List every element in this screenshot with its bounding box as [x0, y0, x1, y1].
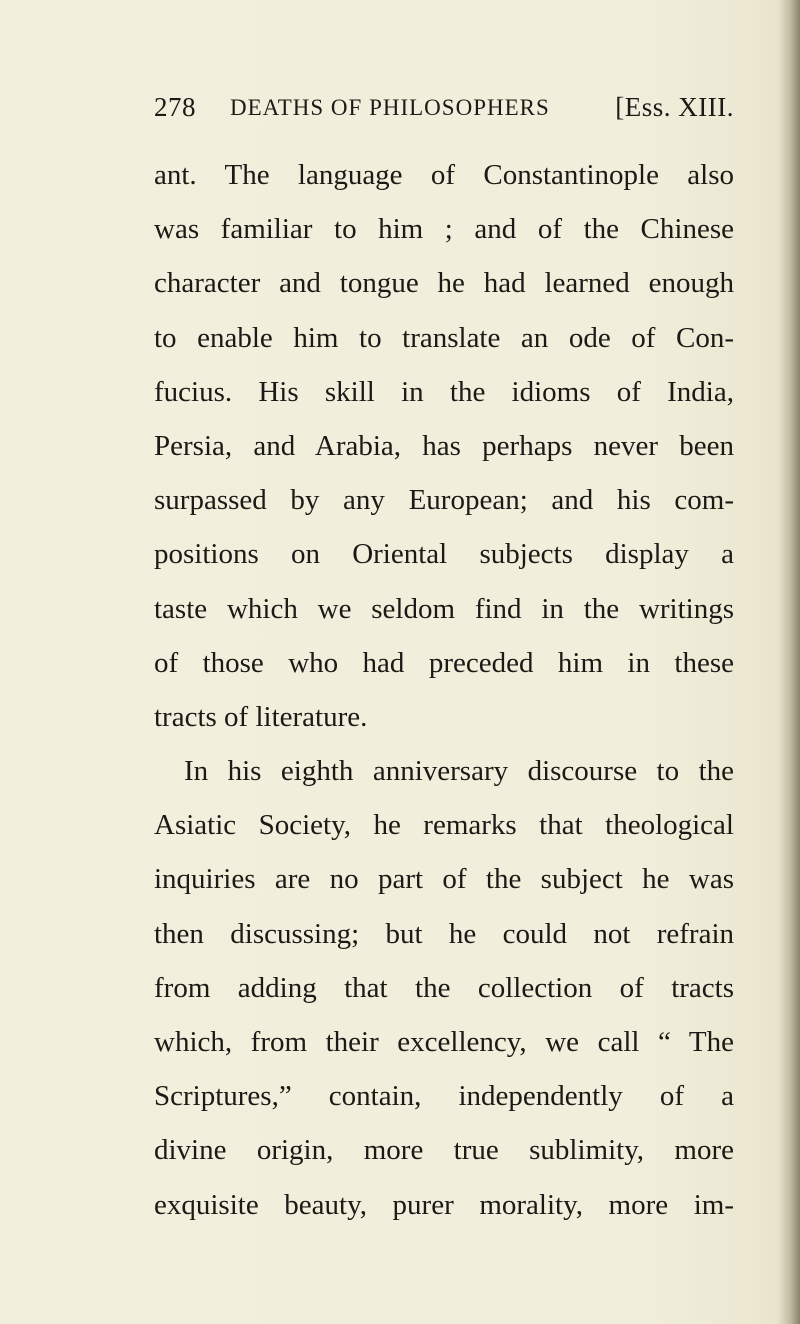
- running-title: DEATHS OF PHILOSOPHERS: [230, 95, 550, 120]
- page-number: 278: [154, 92, 196, 122]
- text-line: which, from their excellency, we call “ The: [154, 1026, 734, 1058]
- text-line: Persia, and Arabia, has perhaps never been: [154, 429, 734, 462]
- text-line: exquisite beauty, purer morality, more im-: [154, 1188, 734, 1221]
- text-line: inquiries are no part of the subject he was: [154, 863, 734, 896]
- text-line: positions on Oriental subjects display a: [154, 538, 734, 571]
- text-line: fucius. His skill in the idioms of India,: [154, 375, 734, 408]
- running-header: [154, 92, 734, 132]
- body-text: [154, 148, 734, 1232]
- text-line: of those who had preceded him in these: [154, 646, 734, 679]
- paragraph-2: [154, 744, 734, 1232]
- page-edge-shadow: [778, 0, 800, 1324]
- text-line: Scriptures,” contain, independently of a: [154, 1080, 734, 1113]
- text-line: surpassed by any European; and his com-: [154, 484, 734, 517]
- text-line: In his eighth anniversary discourse to the: [184, 755, 734, 788]
- text-line: Asiatic Society, he remarks that theological: [154, 809, 734, 842]
- text-line: to enable him to translate an ode of Con-: [154, 321, 734, 354]
- text-line: ant. The language of Constantinople also: [154, 159, 734, 191]
- text-line: from adding that the collection of tracts: [154, 971, 734, 1004]
- section-reference: [Ess. XIII.: [615, 92, 734, 122]
- text-line: divine origin, more true sublimity, more: [154, 1134, 734, 1167]
- text-line: tracts of literature.: [154, 700, 368, 733]
- text-line: taste which we seldom find in the writings: [154, 592, 734, 625]
- text-line: then discussing; but he could not refrain: [154, 917, 734, 950]
- text-line: character and tongue he had learned enough: [154, 267, 734, 300]
- text-line: was familiar to him ; and of the Chinese: [154, 213, 734, 246]
- paragraph-1: [154, 148, 734, 744]
